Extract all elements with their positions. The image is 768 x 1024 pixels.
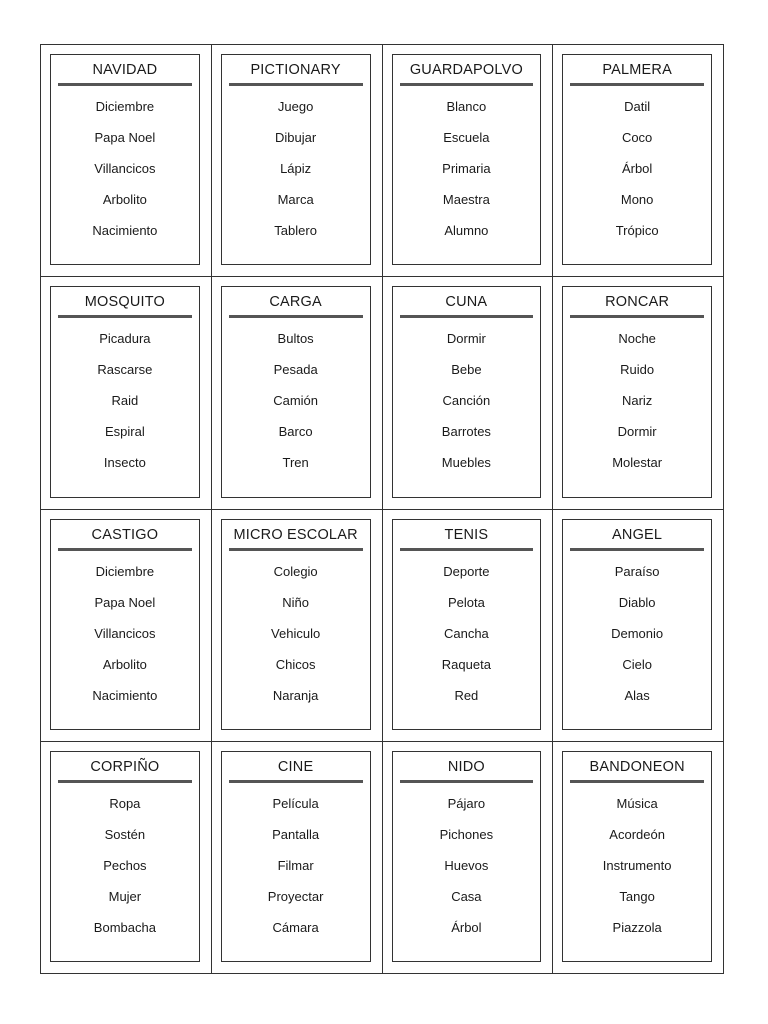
- forbidden-word-list: [51, 560, 199, 715]
- taboo-card: [221, 286, 371, 497]
- title-divider: [58, 780, 192, 783]
- forbidden-word: Bebe: [451, 362, 482, 378]
- forbidden-word: Pechos: [103, 857, 147, 873]
- forbidden-word: Ropa: [109, 795, 141, 811]
- forbidden-word: Pesada: [273, 362, 318, 378]
- forbidden-word: Filmar: [277, 857, 314, 873]
- forbidden-word: Huevos: [444, 857, 489, 873]
- forbidden-word: Juego: [277, 99, 314, 114]
- forbidden-word: Arbolito: [102, 192, 147, 207]
- card-title: RONCAR: [605, 294, 670, 311]
- forbidden-word-list: [563, 95, 711, 250]
- card-cell: [383, 742, 554, 974]
- title-divider: [58, 548, 192, 551]
- forbidden-word: Instrumento: [602, 857, 672, 873]
- card-title: CARGA: [269, 294, 322, 311]
- card-cell: [212, 45, 383, 277]
- title-divider: [400, 83, 534, 86]
- forbidden-word-list: [51, 327, 199, 482]
- forbidden-word: Tablero: [274, 223, 317, 238]
- card-title: BANDONEON: [589, 758, 685, 775]
- forbidden-word-list: [222, 95, 370, 250]
- forbidden-word: Papa Noel: [94, 130, 156, 145]
- forbidden-word: Diablo: [618, 594, 656, 610]
- forbidden-word: Datil: [624, 99, 651, 114]
- forbidden-word: Espiral: [105, 424, 145, 440]
- forbidden-word: Dibujar: [275, 130, 317, 145]
- taboo-card: [50, 751, 200, 962]
- card-cell: [553, 277, 724, 509]
- title-divider: [229, 315, 363, 318]
- forbidden-word: Pichones: [439, 826, 494, 842]
- forbidden-word: Piazzola: [612, 919, 662, 935]
- forbidden-word: Cancha: [443, 625, 489, 641]
- forbidden-word: Primaria: [442, 161, 491, 176]
- card-cell: [41, 45, 212, 277]
- card-cell: [383, 510, 554, 742]
- forbidden-word: Diciembre: [95, 563, 155, 579]
- forbidden-word: Nariz: [621, 393, 653, 409]
- forbidden-word: Papa Noel: [94, 594, 156, 610]
- forbidden-word: Lápiz: [280, 161, 312, 176]
- forbidden-word: Barco: [278, 424, 313, 440]
- card-title: PICTIONARY: [250, 62, 341, 78]
- title-divider: [229, 548, 363, 551]
- card-cell: [212, 510, 383, 742]
- forbidden-word: Pelota: [447, 594, 485, 610]
- forbidden-word: Escuela: [443, 130, 490, 145]
- forbidden-word: Mujer: [108, 888, 142, 904]
- forbidden-word: Raid: [111, 393, 139, 409]
- title-divider: [400, 780, 534, 783]
- forbidden-word: Chicos: [275, 656, 316, 672]
- card-cell: [553, 510, 724, 742]
- forbidden-word-list: [222, 327, 370, 482]
- forbidden-word: Insecto: [103, 455, 146, 471]
- taboo-card: [221, 54, 371, 265]
- forbidden-word: Arbolito: [102, 656, 147, 672]
- title-divider: [400, 315, 534, 318]
- card-title: ANGEL: [612, 526, 663, 543]
- card-title: NIDO: [447, 758, 485, 775]
- forbidden-word: Rascarse: [97, 362, 153, 378]
- forbidden-word: Pájaro: [447, 795, 486, 811]
- card-title: CASTIGO: [91, 526, 159, 543]
- card-cell: [553, 742, 724, 974]
- forbidden-word: Árbol: [621, 161, 653, 176]
- forbidden-word-list: [563, 327, 711, 482]
- forbidden-word-list: [393, 95, 541, 250]
- forbidden-word: Proyectar: [267, 888, 324, 904]
- forbidden-word: Paraíso: [614, 563, 660, 579]
- card-title: MOSQUITO: [84, 294, 166, 311]
- forbidden-word: Tren: [282, 455, 309, 471]
- card-title: GUARDAPOLVO: [409, 62, 523, 78]
- title-divider: [570, 548, 704, 551]
- forbidden-word: Demonio: [611, 625, 664, 641]
- title-divider: [570, 315, 704, 318]
- forbidden-word: Música: [616, 795, 658, 811]
- forbidden-word: Molestar: [612, 455, 663, 471]
- taboo-card: [562, 286, 712, 497]
- taboo-card: [562, 519, 712, 730]
- taboo-card: [562, 54, 712, 265]
- forbidden-word: Barrotes: [441, 424, 491, 440]
- card-title: CINE: [277, 758, 314, 775]
- forbidden-word: Coco: [621, 130, 653, 145]
- forbidden-word-list: [393, 560, 541, 715]
- forbidden-word-list: [222, 792, 370, 947]
- forbidden-word: Acordeón: [609, 826, 665, 842]
- forbidden-word: Red: [454, 687, 479, 703]
- card-cell: [553, 45, 724, 277]
- taboo-card: [50, 54, 200, 265]
- forbidden-word: Pantalla: [272, 826, 320, 842]
- card-cell: [41, 277, 212, 509]
- taboo-card: [392, 286, 542, 497]
- card-title: PALMERA: [602, 62, 672, 78]
- forbidden-word-list: [222, 560, 370, 715]
- title-divider: [229, 780, 363, 783]
- forbidden-word: Mono: [620, 192, 654, 207]
- forbidden-word: Ruido: [620, 362, 655, 378]
- forbidden-word: Cielo: [622, 656, 652, 672]
- card-cell: [212, 277, 383, 509]
- card-title: MICRO ESCOLAR: [233, 526, 358, 543]
- forbidden-word: Picadura: [99, 331, 151, 347]
- card-cell: [212, 742, 383, 974]
- forbidden-word: Raqueta: [441, 656, 491, 672]
- forbidden-word: Naranja: [272, 687, 319, 703]
- forbidden-word-list: [563, 560, 711, 715]
- title-divider: [570, 83, 704, 86]
- forbidden-word: Cámara: [272, 919, 319, 935]
- card-title: CORPIÑO: [90, 758, 160, 775]
- forbidden-word: Dormir: [617, 424, 657, 440]
- taboo-card: [221, 519, 371, 730]
- forbidden-word: Vehiculo: [271, 625, 321, 641]
- title-divider: [400, 548, 534, 551]
- forbidden-word: Casa: [451, 888, 482, 904]
- taboo-card: [562, 751, 712, 962]
- card-title: NAVIDAD: [92, 62, 158, 78]
- title-divider: [58, 315, 192, 318]
- forbidden-word: Tango: [619, 888, 655, 904]
- forbidden-word-list: [393, 327, 541, 482]
- taboo-card: [392, 54, 542, 265]
- forbidden-word-list: [51, 95, 199, 250]
- forbidden-word: Noche: [618, 331, 656, 347]
- title-divider: [58, 83, 192, 86]
- card-sheet: [40, 44, 724, 974]
- forbidden-word: Alas: [624, 687, 650, 703]
- forbidden-word: Diciembre: [95, 99, 155, 114]
- card-title: CUNA: [445, 294, 488, 311]
- forbidden-word: Niño: [282, 594, 309, 610]
- taboo-card: [50, 286, 200, 497]
- forbidden-word: Bombacha: [93, 919, 156, 935]
- forbidden-word: Película: [272, 795, 319, 811]
- forbidden-word: Nacimiento: [92, 687, 158, 703]
- forbidden-word: Deporte: [443, 563, 490, 579]
- card-cell: [41, 510, 212, 742]
- forbidden-word-list: [51, 792, 199, 947]
- card-cell: [383, 277, 554, 509]
- forbidden-word: Dormir: [446, 331, 486, 347]
- forbidden-word: Trópico: [615, 223, 659, 238]
- forbidden-word: Villancicos: [94, 625, 156, 641]
- forbidden-word: Blanco: [446, 99, 487, 114]
- forbidden-word: Muebles: [441, 455, 491, 471]
- card-cell: [41, 742, 212, 974]
- forbidden-word: Sostén: [104, 826, 146, 842]
- forbidden-word: Camión: [273, 393, 319, 409]
- card-title: TENIS: [444, 526, 489, 543]
- forbidden-word-list: [563, 792, 711, 947]
- taboo-card: [392, 519, 542, 730]
- forbidden-word: Maestra: [442, 192, 490, 207]
- forbidden-word: Nacimiento: [92, 223, 158, 238]
- title-divider: [570, 780, 704, 783]
- forbidden-word: Bultos: [277, 331, 314, 347]
- forbidden-word: Canción: [442, 393, 491, 409]
- forbidden-word: Colegio: [273, 563, 318, 579]
- forbidden-word: Alumno: [444, 223, 489, 238]
- forbidden-word: Marca: [277, 192, 314, 207]
- taboo-card: [50, 519, 200, 730]
- forbidden-word: Villancicos: [94, 161, 156, 176]
- title-divider: [229, 83, 363, 86]
- forbidden-word-list: [393, 792, 541, 947]
- card-cell: [383, 45, 554, 277]
- taboo-card: [221, 751, 371, 962]
- forbidden-word: Árbol: [451, 919, 482, 935]
- taboo-card: [392, 751, 542, 962]
